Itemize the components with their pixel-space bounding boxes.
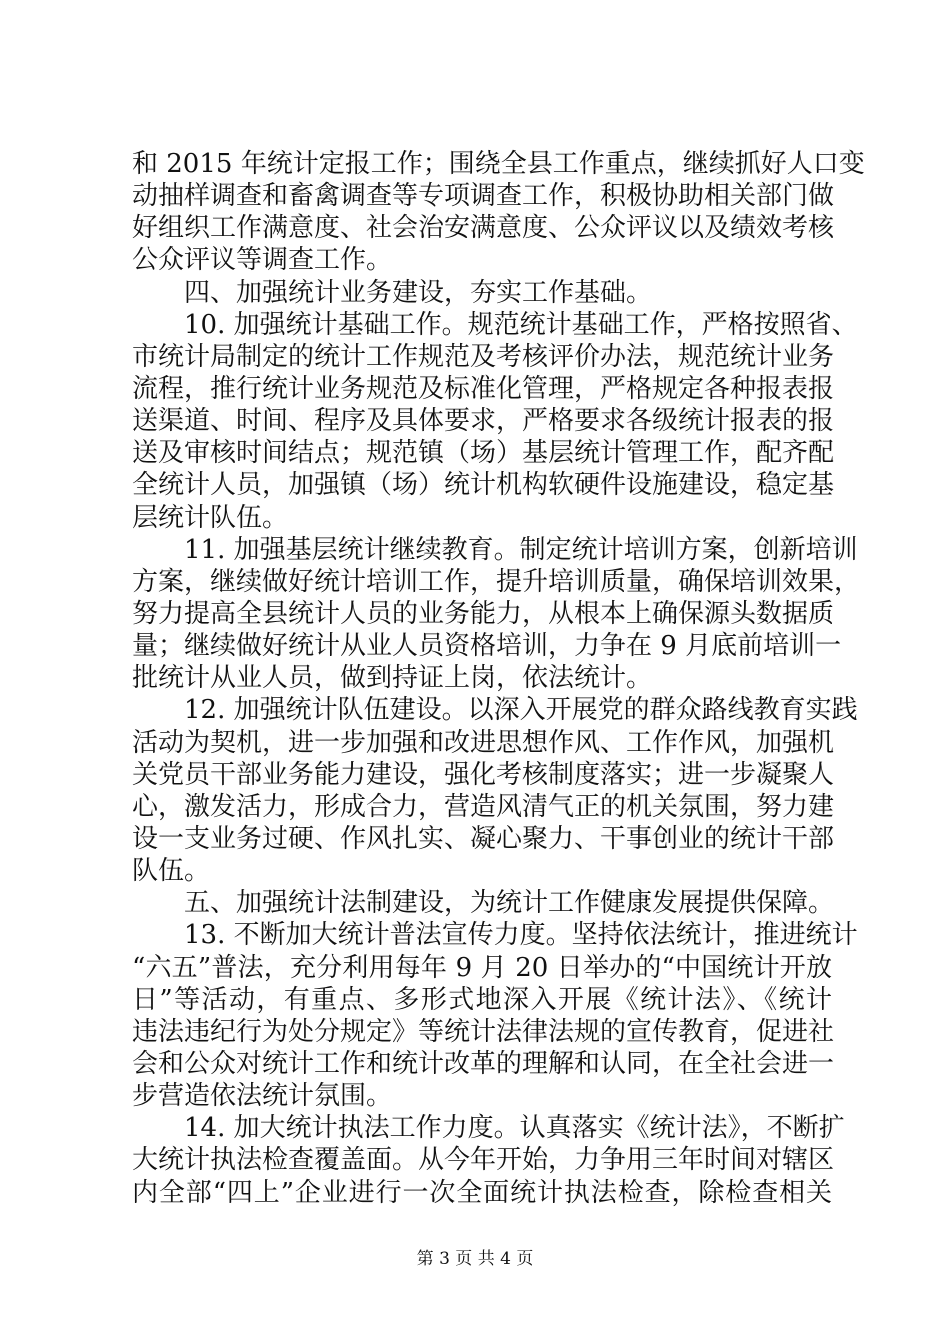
text-line: 层统计队伍。	[132, 502, 289, 533]
text-line: 关党员干部业务能力建设，强化考核制度落实；进一步凝聚人	[132, 759, 835, 790]
text-line: 送及审核时间结点；规范镇（场）基层统计管理工作，配齐配	[132, 438, 835, 469]
document-body	[132, 148, 865, 1209]
text-line: 11. 加强基层统计继续教育。制定统计培训方案，创新培训	[132, 534, 858, 565]
page-number-label: 第 3 页 共 4 页	[416, 1249, 534, 1269]
text-line: 会和公众对统计工作和统计改革的理解和认同，在全社会进一	[132, 1048, 835, 1079]
text-line: 队伍。	[132, 856, 211, 887]
page-footer	[0, 1244, 950, 1269]
text-line: 全统计人员，加强镇（场）统计机构软硬件设施建设，稳定基	[132, 470, 835, 501]
text-line: 市统计局制定的统计工作规范及考核评价办法，规范统计业务	[132, 341, 835, 372]
text-line: 流程，推行统计业务规范及标准化管理，严格规定各种报表报	[132, 373, 835, 404]
text-line: 动抽样调查和畜禽调查等专项调查工作，积极协助相关部门做	[132, 181, 835, 212]
text-line: 和 2015 年统计定报工作；围绕全县工作重点，继续抓好人口变	[132, 149, 865, 179]
text-line: 活动为契机，进一步加强和改进思想作风、工作作风，加强机	[132, 727, 835, 758]
text-line: 五、加强统计法制建设，为统计工作健康发展提供保障。	[132, 888, 835, 919]
text-line: 送渠道、时间、程序及具体要求，严格要求各级统计报表的报	[132, 406, 835, 437]
text-line: “六五”普法，充分利用每年 9 月 20 日举办的“中国统计开放	[132, 952, 832, 983]
text-line: 量；继续做好统计从业人员资格培训，力争在 9 月底前培训一	[132, 631, 842, 662]
text-line: 四、加强统计业务建设，夯实工作基础。	[132, 277, 653, 308]
text-line: 设一支业务过硬、作风扎实、凝心聚力、干事创业的统计干部	[132, 823, 835, 854]
text-line: 14. 加大统计执法工作力度。认真落实《统计法》，不断扩	[132, 1113, 845, 1144]
text-line: 12. 加强统计队伍建设。以深入开展党的群众路线教育实践	[132, 695, 858, 726]
text-line: 步营造依法统计氛围。	[132, 1081, 393, 1112]
text-line: 公众评议等调查工作。	[132, 245, 393, 276]
text-line: 努力提高全县统计人员的业务能力，从根本上确保源头数据质	[132, 598, 835, 629]
text-line: 违法违纪行为处分规定》等统计法律法规的宣传教育，促进社	[132, 1016, 835, 1047]
text-line: 批统计从业人员，做到持证上岗，依法统计。	[132, 663, 653, 694]
text-line: 10. 加强统计基础工作。规范统计基础工作，严格按照省、	[132, 309, 858, 340]
text-line: 好组织工作满意度、社会治安满意度、公众评议以及绩效考核	[132, 213, 835, 244]
text-line: 大统计执法检查覆盖面。从今年开始，力争用三年时间对辖区	[132, 1145, 835, 1176]
text-line: 心，激发活力，形成合力，营造风清气正的机关氛围，努力建	[132, 791, 835, 822]
text-line: 13. 不断加大统计普法宣传力度。坚持依法统计，推进统计	[132, 920, 858, 951]
text-line: 日”等活动，有重点、多形式地深入开展《统计法》、《统计	[132, 984, 832, 1015]
text-line: 方案，继续做好统计培训工作，提升培训质量，确保培训效果，	[132, 566, 861, 597]
text-line: 内全部“四上”企业进行一次全面统计执法检查，除检查相关	[132, 1177, 832, 1208]
